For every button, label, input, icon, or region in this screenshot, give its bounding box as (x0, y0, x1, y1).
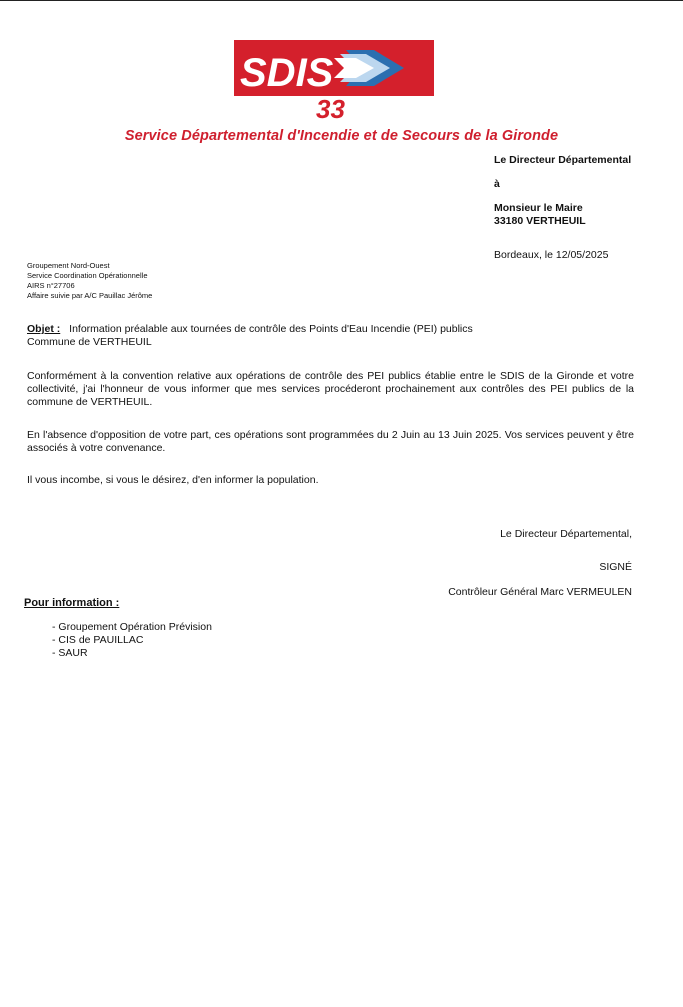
list-item: - Groupement Opération Prévision (52, 621, 212, 633)
list-item: - CIS de PAUILLAC (52, 634, 144, 646)
body-paragraph: Il vous incombe, si vous le désirez, d'en informer la population. (27, 474, 319, 486)
recipient-to: à (494, 178, 500, 190)
sdis-logo (234, 40, 434, 122)
service-name: Service Départemental d'Incendie et de Secours de la Gironde (124, 128, 559, 144)
subject-label: Objet : (27, 323, 61, 335)
sender-line: Groupement Nord-Ouest (27, 261, 110, 270)
signature-title: Le Directeur Départemental, (500, 528, 632, 540)
svg-text:SDIS: SDIS (240, 51, 334, 95)
info-list (52, 621, 212, 660)
body-paragraph: Conformément à la convention relative aux opérations de contrôle des PEI publics établie entre le SDIS de la Gironde et votre collectivité, j'ai l'honneur de vous informer que mes services procéderont prochainement aux contrôles des PEI publics de la commune de VERTHEUIL. (27, 370, 634, 408)
sender-block (27, 261, 152, 301)
signature-signed: SIGNÉ (599, 561, 632, 573)
info-title: Pour information : (24, 597, 120, 609)
subject-line: Information préalable aux tournées de contrôle des Points d'Eau Incendie (PEI) publics (69, 323, 473, 335)
subject-block (27, 323, 473, 349)
sender-line: AIRS n°27706 (27, 281, 75, 290)
subject-commune: Commune de VERTHEUIL (27, 336, 152, 348)
letter-date: Bordeaux, le 12/05/2025 (494, 249, 609, 261)
recipient-address: 33180 VERTHEUIL (494, 215, 586, 227)
top-border-line (0, 0, 683, 1)
sender-title: Le Directeur Départemental (494, 154, 632, 166)
sender-line: Service Coordination Opérationnelle (27, 271, 148, 280)
signature-name: Contrôleur Général Marc VERMEULEN (448, 586, 632, 598)
list-item: - SAUR (52, 647, 88, 659)
recipient-name: Monsieur le Maire (494, 202, 583, 214)
body-paragraph: En l'absence d'opposition de votre part, ces opérations sont programmées du 2 Juin au 13 Juin 2025. Vos services peuvent y être associés à votre convenance. (27, 429, 634, 454)
svg-text:33: 33 (316, 94, 345, 122)
sender-line: Affaire suivie par A/C Pauillac Jérôme (27, 291, 153, 300)
